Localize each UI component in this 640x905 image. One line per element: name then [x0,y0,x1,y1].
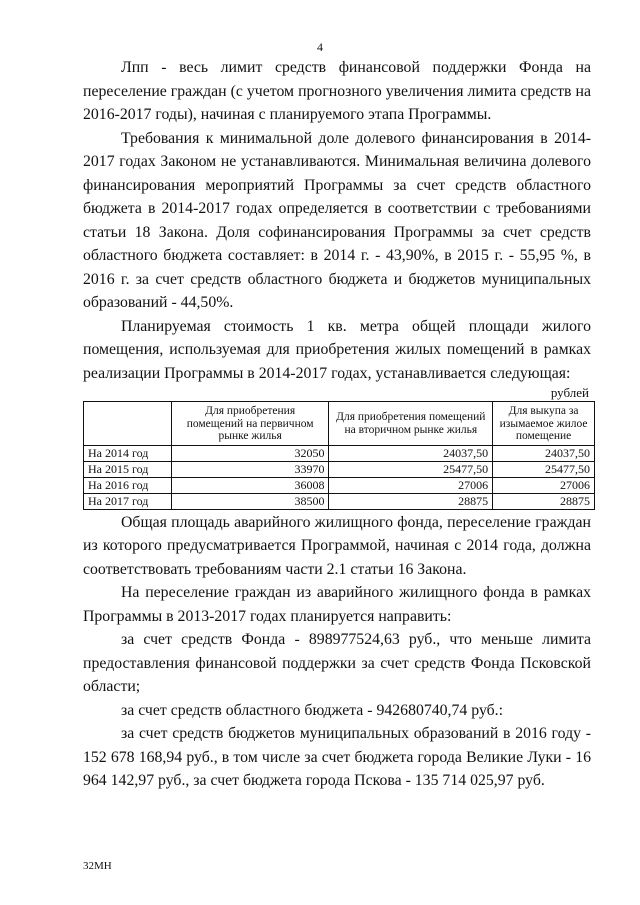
table-cell-value: 38500 [171,493,329,509]
table-cell-value: 25477,50 [329,461,493,477]
table-cell-year: На 2015 год [84,461,172,477]
table-cell-value: 28875 [329,493,493,509]
table-cell-year: На 2016 год [84,477,172,493]
table-cell-value: 24037,50 [329,445,493,461]
table-row [84,477,595,493]
table-cell-value: 27006 [329,477,493,493]
table-row [84,461,595,477]
paragraph-limit-definition: Лпп - весь лимит средств финансовой поддержки Фонда на переселение граждан (с учетом прогнозного увеличения лимита средств на 2016-2017 годы), начиная с планируемого этапа Программы. [83,59,591,123]
table-row [84,493,595,509]
table-cell-value: 25477,50 [493,461,595,477]
page-number: 4 [317,40,323,54]
document-code: 32МН [83,860,112,872]
table-cell-value: 33970 [171,461,329,477]
paragraph-planned-cost: Планируемая стоимость 1 кв. метра общей площади жилого помещения, используемая для приобретения жилых помещений в рамках реализации Программы в 2014-2017 годах, устанавливается следующая: [83,317,591,382]
paragraph-fund-financing: за счет средств Фонда - 898977524,63 руб., что меньше лимита предоставления финансовой поддержки за счет средств Фонда Псковской области; [83,631,591,695]
paragraph-funding-intro: На переселение граждан из аварийного жилищного фонда в рамках Программы в 2013-2017 годах планируется направить: [83,584,591,625]
paragraph-municipal-budgets: за счет средств бюджетов муниципальных образований в 2016 году - 152 678 168,94 руб., в том числе за счет бюджета города Великие Луки - 16 964 142,97 руб., за счет бюджета города Пскова - 135 714 025,97 руб. [83,725,591,789]
paragraph-cofinancing-requirements: Требования к минимальной доле долевого финансирования в 2014-2017 годах Законом не устанавливаются. Минимальная величина долевого финансирования мероприятий Программы за счет средств областного бюджета в 2014-2017 годах определяется в соответствии с требованиями статьи 18 Закона. Доля софинансирования Программы за счет средств областного бюджета составляет: в 2014 г. - 43,90%, в 2015 г. - 55,95 %, в 2016 г. за счет средств областного бюджета и бюджетов муниципальных образований - 44,50%. [83,129,591,311]
table-header-cell: Для выкупа за изымаемое жилое помещение [493,402,595,446]
table-cell-value: 36008 [171,477,329,493]
table-header-cell: Для приобретения помещений на вторичном рынке жилья [329,402,493,446]
table-header-cell: Для приобретения помещений на первичном рынке жилья [171,402,329,446]
table-cell-value: 28875 [493,493,595,509]
table-header-row [84,402,595,446]
table-cell-value: 32050 [171,445,329,461]
table-cell-year: На 2014 год [84,445,172,461]
table-row [84,445,595,461]
cost-per-sqm-table [83,401,595,510]
paragraph-emergency-housing-area: Общая площадь аварийного жилищного фонда, переселение граждан из которого предусматривается Программой, начиная с 2014 года, должна соответствовать требованиям части 2.1 статьи 16 Закона. [83,513,591,578]
table-unit-note: рублей [550,385,589,400]
paragraph-regional-budget: за счет средств областного бюджета - 942680740,74 руб.: [121,701,504,719]
table-header-cell [84,402,172,446]
document-body [83,56,591,793]
table-cell-value: 24037,50 [493,445,595,461]
table-cell-value: 27006 [493,477,595,493]
table-cell-year: На 2017 год [84,493,172,509]
